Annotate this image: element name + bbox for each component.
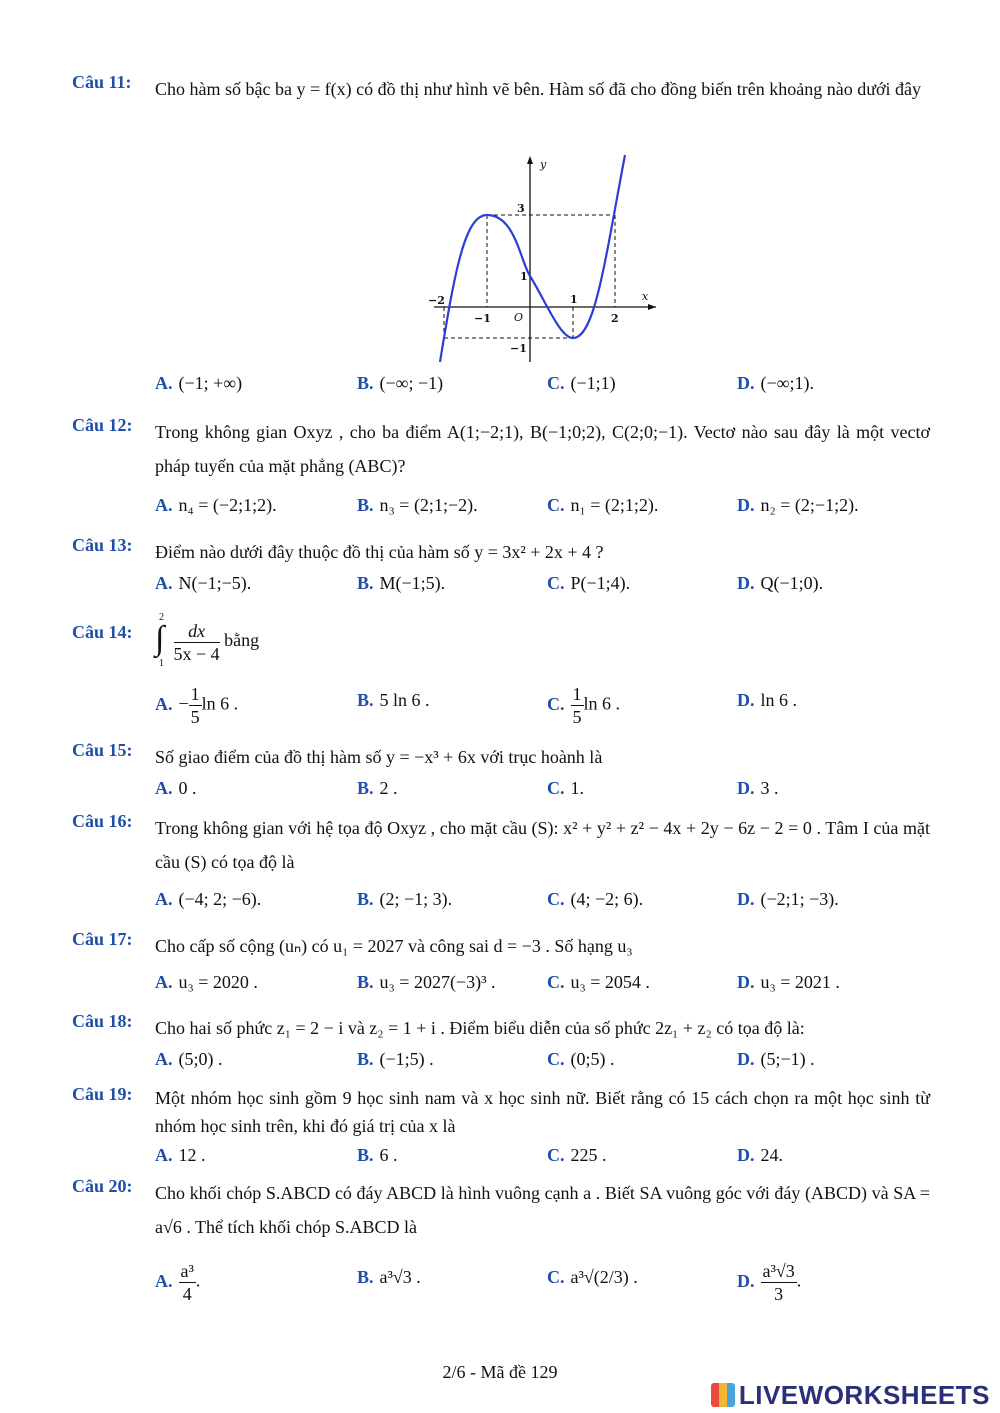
brand-icon [711,1383,735,1407]
option-c[interactable]: C. a³√(2/3) . [547,1267,638,1287]
option-text: Q(−1;0). [760,573,824,593]
question-label: Câu 13: [72,535,133,555]
options-17 [0,965,1000,999]
question-label: Câu 19: [72,1084,133,1104]
option-text: n₁ = (2;1;2). [570,495,659,515]
option-d[interactable]: D. (−2;1; −3). [737,889,839,909]
option-c[interactable]: C. $\frac{1}{5}$ ln 6 . [547,684,621,727]
option-text: u₃ = 2027(−3)³ . [379,972,496,992]
option-text: n₃ = (2;1;−2). [379,495,478,515]
page-footer: 2/6 - Mã đề 129 [442,1362,558,1382]
option-text: u₃ = 2020 . [178,972,258,992]
option-text: n₄ = (−2;1;2). [178,495,277,515]
option-text: (−∞;1). [760,373,814,393]
integral-sign: 2 ∫ 1 [155,612,165,669]
brand-logo: LIVEWORKSHEETS [711,1380,990,1411]
option-text: n₂ = (2;−1;2). [760,495,859,515]
option-text: 5 ln 6 . [379,690,430,710]
option-b[interactable]: B. 5 ln 6 . [357,690,430,710]
option-d[interactable]: D. 24. [737,1145,783,1165]
question-text: Trong không gian Oxyz , cho ba điểm A(1;−2;1), B(−1;0;2), C(2;0;−1). Vectơ nào sau đây là một vectơ pháp tuyến của mặt phẳng (ABC)? [155,422,930,476]
option-text: ln 6 . [760,690,798,710]
tick-y-3: 3 [517,202,525,215]
option-text: 1. [570,778,584,798]
option-text: N(−1;−5). [178,573,252,593]
tick-x-1: 1 [570,293,578,306]
tick-y-1: 1 [520,270,528,283]
question-label: Câu 11: [72,72,132,92]
option-c[interactable]: C. n₁ = (2;1;2). [547,495,659,515]
option-a[interactable]: A. n₄ = (−2;1;2). [155,495,277,515]
option-d[interactable]: D. u₃ = 2021 . [737,972,840,992]
question-text: Cho khối chóp S.ABCD có đáy ABCD là hình vuông cạnh a . Biết SA vuông góc với đáy (ABCD) và SA = a√6 . Thể tích khối chóp S.ABCD là [155,1183,930,1237]
option-b[interactable]: B. 2 . [357,778,398,798]
option-text: ln 6 . [201,693,239,714]
options-16 [0,882,1000,916]
question-label: Câu 14: [72,622,133,642]
option-text: (2; −1; 3). [379,889,453,909]
integral-expression [155,614,259,670]
tick-x-2: 2 [611,312,619,325]
options-12 [0,488,1000,522]
option-d[interactable]: D. Q(−1;0). [737,573,824,593]
option-b[interactable]: B. M(−1;5). [357,573,446,593]
option-c[interactable]: C. P(−1;4). [547,573,631,593]
option-a[interactable]: A. u₃ = 2020 . [155,972,258,992]
option-c[interactable]: C. (4; −2; 6). [547,889,644,909]
option-text: M(−1;5). [379,573,446,593]
option-text: P(−1;4). [570,573,631,593]
option-d[interactable]: D. (−∞;1). [737,373,814,393]
option-a[interactable]: A. 12 . [155,1145,206,1165]
label-origin: O [514,311,524,324]
option-text: (4; −2; 6). [570,889,644,909]
option-text: (−1;5) . [379,1049,434,1069]
option-c[interactable]: C. 225 . [547,1145,607,1165]
options-19 [0,1138,1000,1172]
option-b[interactable]: B. 6 . [357,1145,398,1165]
option-text: (−1; +∞) [178,373,243,393]
option-b[interactable]: B. (−∞; −1) [357,373,444,393]
option-a[interactable]: A. − $\frac{1}{5}$ ln 6 . [155,684,239,727]
option-text: 225 . [570,1145,607,1165]
x-axis-arrow [648,304,656,310]
option-text: a³√(2/3) . [570,1267,638,1287]
option-text: (5;0) . [178,1049,223,1069]
option-b[interactable]: B. u₃ = 2027(−3)³ . [357,972,496,992]
option-a[interactable]: A. (−4; 2; −6). [155,889,262,909]
question-label: Câu 16: [72,811,133,831]
options-20 [0,1260,1000,1304]
label-y: y [540,158,547,171]
option-text: 3 . [760,778,779,798]
option-a[interactable]: A. (5;0) . [155,1049,223,1069]
question-text: Cho cấp số cộng (uₙ) có u₁ = 2027 và công sai d = −3 . Số hạng u₃ [155,936,633,956]
options-15 [0,771,1000,805]
label-x: x [642,290,649,303]
option-d[interactable]: D. ln 6 . [737,690,798,710]
options-13 [0,566,1000,600]
question-label: Câu 20: [72,1176,133,1196]
question-label: Câu 18: [72,1011,133,1031]
option-text: u₃ = 2021 . [760,972,840,992]
tick-x-minus2: −2 [428,294,445,307]
option-a[interactable]: A. N(−1;−5). [155,573,252,593]
option-c[interactable]: C. 1. [547,778,584,798]
question-label: Câu 15: [72,740,133,760]
option-text: 6 . [379,1145,398,1165]
option-text: . [796,1270,802,1291]
question-text: Số giao điểm của đồ thị hàm số y = −x³ + 6x với trục hoành là [155,747,603,767]
option-text: a³√3 . [379,1267,421,1287]
question-label: Câu 12: [72,415,133,435]
option-d[interactable]: D. $\frac{\text{a³√3}}{3}$ . [737,1261,802,1304]
options-14 [0,683,1000,727]
question-text: Cho hai số phức z₁ = 2 − i và z₂ = 1 + i . Điểm biểu diễn của số phức 2z₁ + z₂ có tọa độ là: [155,1018,805,1038]
option-d[interactable]: D. (5;−1) . [737,1049,815,1069]
question-text: Điểm nào dưới đây thuộc đồ thị của hàm số y = 3x² + 2x + 4 ? [155,542,604,562]
option-text: . [195,1270,201,1291]
option-text: (−1;1) [570,373,616,393]
option-b[interactable]: B. (−1;5) . [357,1049,434,1069]
option-c[interactable]: C. u₃ = 2054 . [547,972,650,992]
question-text: Cho hàm số bậc ba y = f(x) có đồ thị như hình vẽ bên. Hàm số đã cho đồng biến trên khoảng nào dưới đây [155,79,922,99]
option-text: 0 . [178,778,197,798]
option-text: (−2;1; −3). [760,889,839,909]
options-18 [0,1042,1000,1076]
option-c[interactable]: C. (0;5) . [547,1049,615,1069]
option-text: 24. [760,1145,783,1165]
curve [440,155,625,362]
tick-y-minus1: −1 [510,342,527,355]
question-text: Một nhóm học sinh gồm 9 học sinh nam và x học sinh nữ. Biết rằng có 15 cách chọn ra một học sinh từ nhóm học sinh trên, khi đó giá trị của x là [155,1088,930,1136]
option-c[interactable]: C. (−1;1) [547,373,616,393]
question-text: bằng [224,630,260,651]
option-text: (−4; 2; −6). [178,889,262,909]
option-text: 2 . [379,778,398,798]
option-a[interactable]: A. $\frac{\text{a³}}{4}$ . [155,1261,201,1304]
options-11 [0,366,1000,400]
option-d[interactable]: D. n₂ = (2;−1;2). [737,495,859,515]
integrand: $\frac{dx}{5x - 4}$ [173,620,220,664]
option-text: ln 6 . [583,693,621,714]
tick-x-minus1: −1 [474,312,491,325]
option-d[interactable]: D. 3 . [737,778,779,798]
option-b[interactable]: B. a³√3 . [357,1267,421,1287]
option-text: (−∞; −1) [379,373,444,393]
question-label: Câu 17: [72,929,133,949]
option-text: u₃ = 2054 . [570,972,650,992]
option-a[interactable]: A. (−1; +∞) [155,373,243,393]
question-text: Trong không gian với hệ tọa độ Oxyz , cho mặt cầu (S): x² + y² + z² − 4x + 2y − 6z − 2 = 0 . Tâm I của mặt cầu (S) có tọa độ là [155,818,930,872]
y-axis-arrow [527,156,533,164]
cubic-graph [420,150,660,370]
option-text: (0;5) . [570,1049,615,1069]
option-a[interactable]: A. 0 . [155,778,197,798]
option-text: (5;−1) . [760,1049,815,1069]
option-b[interactable]: B. n₃ = (2;1;−2). [357,495,478,515]
option-b[interactable]: B. (2; −1; 3). [357,889,453,909]
option-text: 12 . [178,1145,206,1165]
